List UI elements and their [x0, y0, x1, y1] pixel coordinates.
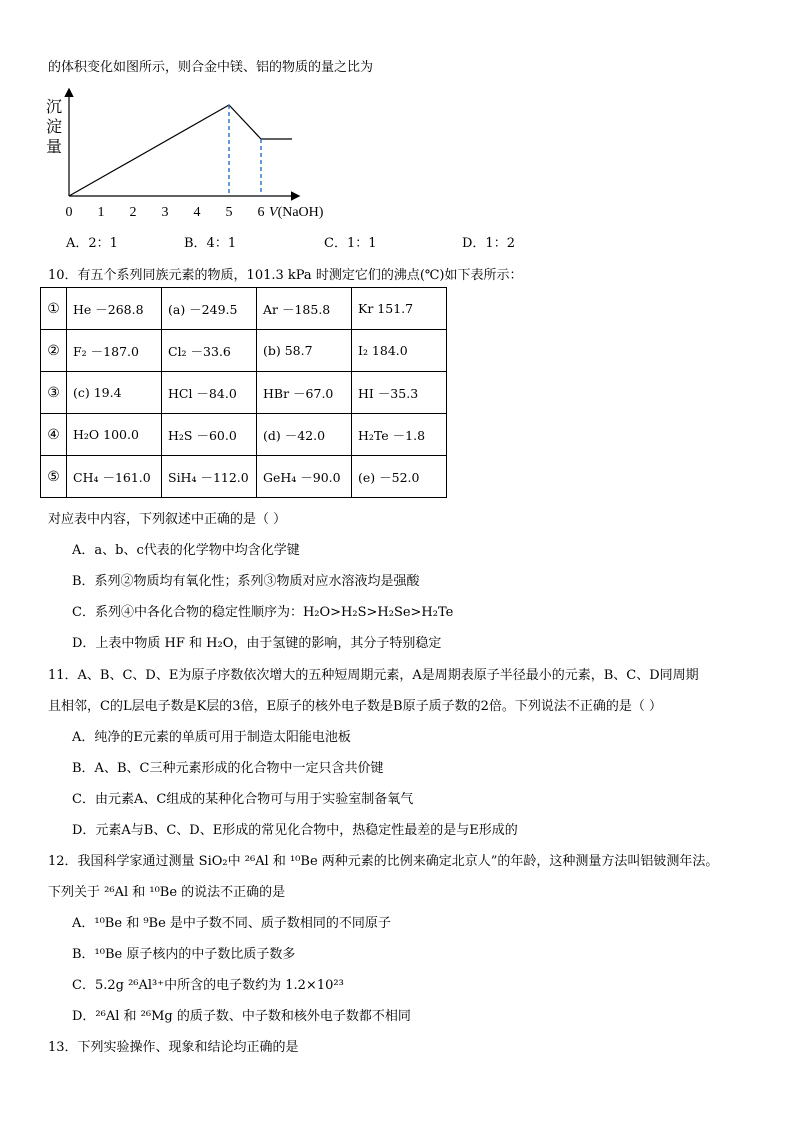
x-tick-0: 0 [65, 205, 73, 220]
q12-stem-line1: 12．我国科学家通过测量 SiO₂中 ²⁶Al 和 ¹⁰Be 两种元素的比例来确定北京人”的年龄，这种测量方法叫铝铍测年法。 [48, 854, 719, 869]
q12-option-a: A．¹⁰Be 和 ⁹Be 是中子数不同、质子数相同的不同原子 [72, 916, 391, 931]
table-cell: He －268.8 [67, 288, 162, 330]
table-cell: (c) 19.4 [67, 372, 162, 414]
q11-stem-line2: 且相邻，C的L层电子数是K层的3倍，E原子的核外电子数是B原子质子数的2倍。下列说法不正确的是（ ） [48, 699, 663, 714]
q11-option-b: B．A、B、C三种元素形成的化合物中一定只含共价键 [72, 761, 384, 776]
q11-option-c: C．由元素A、C组成的某种化合物可与用于实验室制备氧气 [72, 792, 414, 807]
x-tick-4: 4 [193, 205, 201, 220]
table-cell: GeH₄ －90.0 [257, 456, 352, 498]
table-cell: H₂O 100.0 [67, 414, 162, 456]
x-tick-2: 2 [129, 205, 137, 220]
x-tick-5: 5 [225, 205, 233, 220]
q9-option-d: D．1：2 [462, 236, 515, 251]
table-cell: (a) －249.5 [162, 288, 257, 330]
y-label-char-2: 淀 [46, 119, 63, 136]
q10-option-c: C．系列④中各化合物的稳定性顺序为：H₂O>H₂S>H₂Se>H₂Te [72, 605, 454, 620]
table-cell: H₂S －60.0 [162, 414, 257, 456]
series-number: ③ [41, 372, 67, 414]
table-cell: CH₄ －161.0 [67, 456, 162, 498]
table-cell: Cl₂ －33.6 [162, 330, 257, 372]
y-label-char-1: 沉 [46, 99, 63, 116]
table-cell: F₂ －187.0 [67, 330, 162, 372]
table-cell: HI －35.3 [352, 372, 447, 414]
q10-option-d: D．上表中物质 HF 和 H₂O，由于氢键的影响，其分子特别稳定 [72, 636, 442, 651]
q10-question: 对应表中内容，下列叙述中正确的是（ ） [48, 512, 287, 527]
table-cell: (e) －52.0 [352, 456, 447, 498]
series-number: ② [41, 330, 67, 372]
table-cell: H₂Te －1.8 [352, 414, 447, 456]
q11-stem-line1: 11．A、B、C、D、E为原子序数依次增大的五种短周期元素，A是周期表原子半径最小的元素，B、C、D同周期 [48, 668, 699, 683]
table-cell: I₂ 184.0 [352, 330, 447, 372]
q13-stem: 13．下列实验操作、现象和结论均正确的是 [48, 1040, 299, 1055]
table-cell: SiH₄ －112.0 [162, 456, 257, 498]
y-label-char-3: 量 [46, 139, 63, 156]
precipitate-graph [40, 88, 340, 228]
precipitate-curve [69, 105, 292, 196]
q10-option-a: A．a、b、c代表的化学物中均含化学键 [72, 543, 300, 558]
x-tick-6: 6 [257, 205, 265, 220]
table-cell: Kr 151.7 [352, 288, 447, 330]
table-row [41, 456, 447, 498]
table-row [41, 288, 447, 330]
q11-option-a: A．纯净的E元素的单质可用于制造太阳能电池板 [72, 730, 351, 745]
x-axis-label: V(NaOH) [269, 205, 324, 220]
boiling-point-table [40, 287, 447, 498]
q12-stem-line2: 下列关于 ²⁶Al 和 ¹⁰Be 的说法不正确的是 [48, 885, 286, 900]
q12-option-c: C．5.2g ²⁶Al³⁺中所含的电子数约为 1.2×10²³ [72, 978, 344, 993]
table-cell: HCl －84.0 [162, 372, 257, 414]
table-cell: (d) －42.0 [257, 414, 352, 456]
table-row [41, 414, 447, 456]
q9-stem: 的体积变化如图所示，则合金中镁、铝的物质的量之比为 [48, 60, 374, 75]
series-number: ④ [41, 414, 67, 456]
table-cell: (b) 58.7 [257, 330, 352, 372]
table-cell: Ar －185.8 [257, 288, 352, 330]
series-number: ⑤ [41, 456, 67, 498]
table-row [41, 330, 447, 372]
table-cell: HBr －67.0 [257, 372, 352, 414]
x-tick-1: 1 [97, 205, 105, 220]
q9-option-a: A．2：1 [66, 236, 118, 251]
x-tick-3: 3 [161, 205, 169, 220]
q12-option-d: D．²⁶Al 和 ²⁶Mg 的质子数、中子数和核外电子数都不相同 [72, 1009, 411, 1024]
q9-options [66, 232, 586, 250]
q9-option-c: C．1：1 [324, 236, 377, 251]
series-number: ① [41, 288, 67, 330]
table-row [41, 372, 447, 414]
q9-option-b: B．4：1 [184, 236, 237, 251]
q10-stem: 10．有五个系列同族元素的物质，101.3 kPa 时测定它们的沸点(℃)如下表所示： [48, 268, 523, 283]
q10-option-b: B．系列②物质均有氧化性；系列③物质对应水溶液均是强酸 [72, 574, 420, 589]
q12-option-b: B．¹⁰Be 原子核内的中子数比质子数多 [72, 947, 296, 962]
q11-option-d: D．元素A与B、C、D、E形成的常见化合物中，热稳定性最差的是与E形成的 [72, 823, 518, 838]
